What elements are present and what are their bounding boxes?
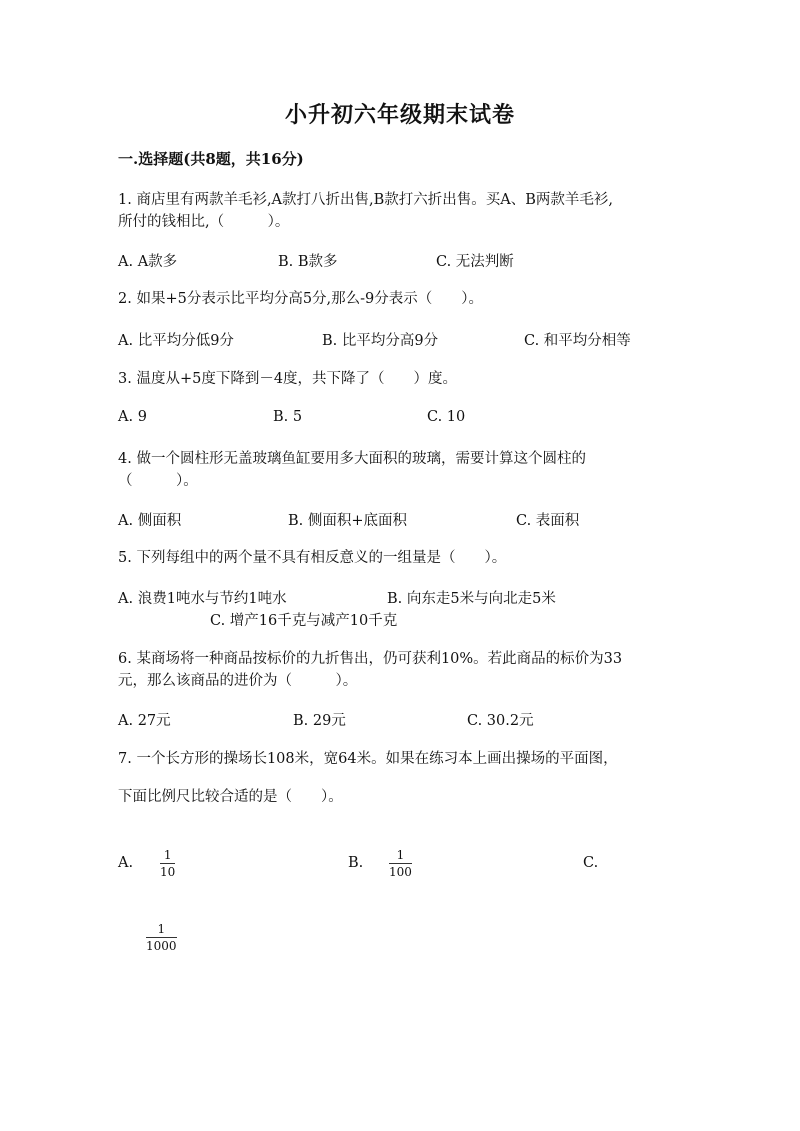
q4-option-b[interactable]: B. 侧面积+底面积 <box>288 513 408 529</box>
q7-option-c[interactable]: C. <box>583 855 599 871</box>
q7-fraction-c-numerator: 1 <box>157 922 166 936</box>
fraction-bar <box>146 937 177 938</box>
page-title: 小升初六年级期末试卷 <box>284 102 515 128</box>
q7-fraction-c <box>146 922 177 953</box>
q4-option-a[interactable]: A. 侧面积 <box>118 513 182 529</box>
section-heading: 一.选择题(共8题，共16分) <box>118 150 304 168</box>
q2-option-c[interactable]: C. 和平均分相等 <box>524 333 631 349</box>
q2-option-b[interactable]: B. 比平均分高9分 <box>322 333 439 349</box>
q1-option-a[interactable]: A. A款多 <box>118 254 178 270</box>
question-2-line-1: 2. 如果+5分表示比平均分高5分,那么-9分表示（ ）。 <box>118 291 484 307</box>
q7-fraction-b-numerator: 1 <box>396 848 405 862</box>
q7-option-b[interactable]: B. <box>348 855 364 871</box>
q7-fraction-b-denominator: 100 <box>389 865 412 879</box>
question-3-line-1: 3. 温度从+5度下降到－4度，共下降了（ ）度。 <box>118 371 458 387</box>
q5-option-b[interactable]: B. 向东走5米与向北走5米 <box>387 591 556 607</box>
q6-option-b[interactable]: B. 29元 <box>293 713 346 729</box>
q7-fraction-b <box>389 848 412 879</box>
question-7-line-1: 7. 一个长方形的操场长108米，宽64米。如果在练习本上画出操场的平面图， <box>118 751 618 767</box>
q1-option-b[interactable]: B. B款多 <box>278 254 338 270</box>
question-5-line-1: 5. 下列每组中的两个量不具有相反意义的一组量是（ ）。 <box>118 550 507 566</box>
q5-option-c[interactable]: C. 增产16千克与减产10千克 <box>210 613 398 629</box>
q6-option-c[interactable]: C. 30.2元 <box>467 713 534 729</box>
q7-fraction-c-denominator: 1000 <box>146 939 177 953</box>
question-1-line-1: 1. 商店里有两款羊毛衫,A款打八折出售,B款打六折出售。买A、B两款羊毛衫, <box>118 192 614 208</box>
q4-option-c[interactable]: C. 表面积 <box>516 513 580 529</box>
fraction-bar <box>389 863 412 864</box>
q3-option-a[interactable]: A. 9 <box>118 409 147 425</box>
question-1-line-2: 所付的钱相比,（ ）。 <box>118 214 290 230</box>
q1-option-c[interactable]: C. 无法判断 <box>436 254 514 270</box>
fraction-bar <box>160 863 175 864</box>
question-4-line-2: （ ）。 <box>118 473 198 489</box>
q3-option-c[interactable]: C. 10 <box>427 409 466 425</box>
q7-fraction-a-denominator: 10 <box>160 865 176 879</box>
q7-option-a[interactable]: A. <box>118 855 134 871</box>
q6-option-a[interactable]: A. 27元 <box>118 713 171 729</box>
q7-fraction-a <box>160 848 175 879</box>
question-4-line-1: 4. 做一个圆柱形无盖玻璃鱼缸要用多大面积的玻璃，需要计算这个圆柱的 <box>118 451 586 467</box>
q7-fraction-a-numerator: 1 <box>163 848 172 862</box>
question-7-line-2: 下面比例尺比较合适的是（ ）。 <box>118 789 343 805</box>
question-6-line-2: 元，那么该商品的进价为（ ）。 <box>118 673 358 689</box>
q3-option-b[interactable]: B. 5 <box>273 409 303 425</box>
q2-option-a[interactable]: A. 比平均分低9分 <box>118 333 234 349</box>
question-6-line-1: 6. 某商场将一种商品按标价的九折售出，仍可获利10%。若此商品的标价为33 <box>118 651 623 667</box>
q5-option-a[interactable]: A. 浪费1吨水与节约1吨水 <box>118 591 287 607</box>
